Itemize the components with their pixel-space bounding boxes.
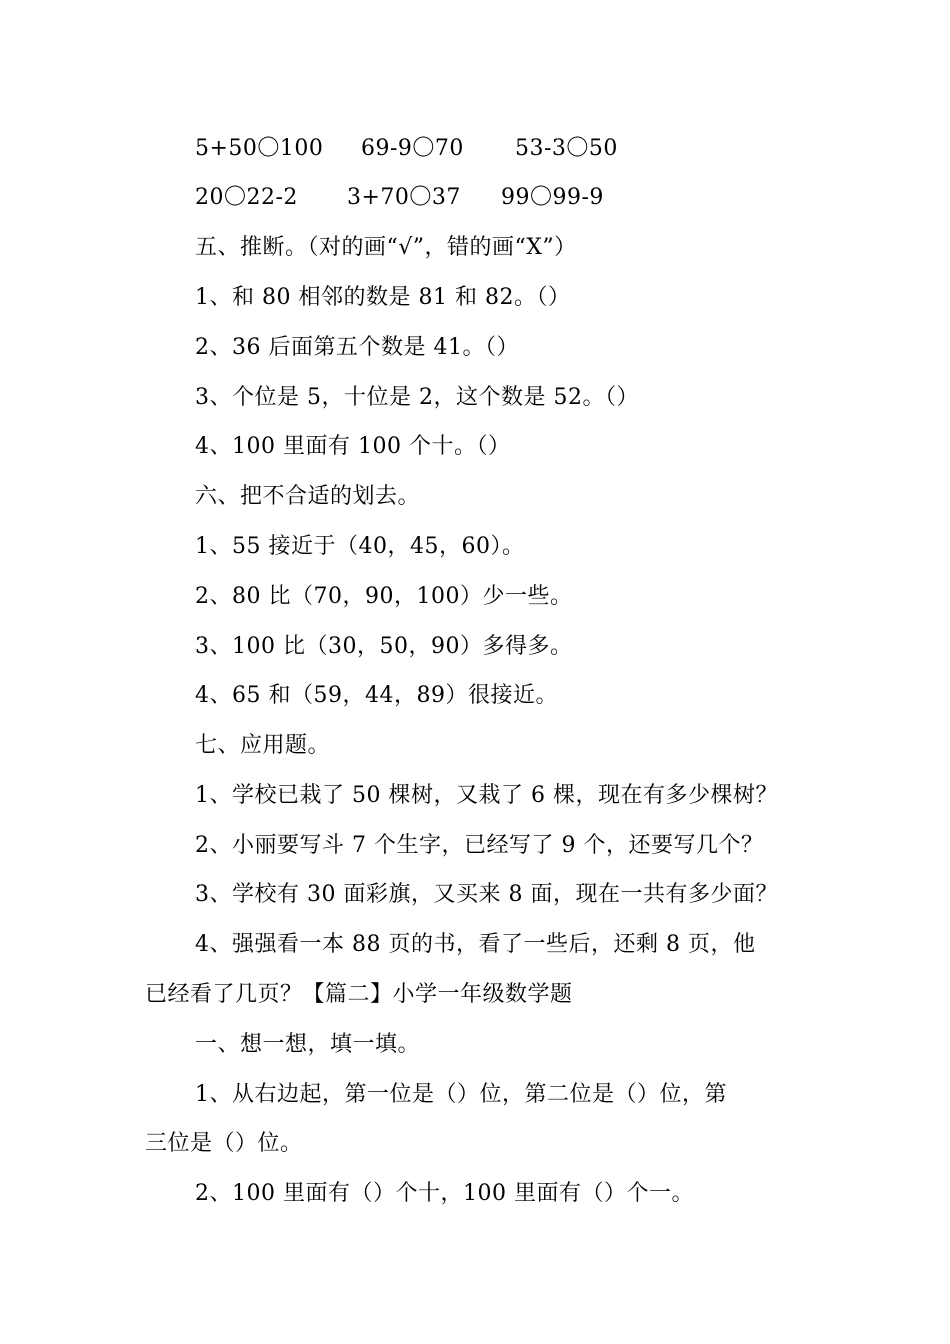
section-7-heading: 七、应用题。 — [195, 733, 331, 758]
comparison-item: 20〇22-2 — [195, 185, 298, 210]
section-6-heading: 六、把不合适的划去。 — [195, 484, 421, 509]
part-2-item-2: 2、100 里面有（）个十，100 里面有（）个一。 — [195, 1181, 694, 1206]
comparison-item: 69-9〇70 — [361, 136, 464, 161]
part-2-item-1-line-2: 三位是（）位。 — [145, 1131, 303, 1156]
comparison-row-2 — [145, 183, 875, 213]
comparison-item: 99〇99-9 — [501, 185, 604, 210]
section-6-item-4: 4、65 和（59，44，89）很接近。 — [195, 683, 558, 708]
comparison-row-1 — [145, 134, 875, 164]
section-5-item-3: 3、个位是 5，十位是 2，这个数是 52。（） — [195, 385, 639, 410]
section-5-item-1: 1、和 80 相邻的数是 81 和 82。（） — [195, 285, 571, 310]
section-5-item-4: 4、100 里面有 100 个十。（） — [195, 434, 511, 459]
section-6-item-1: 1、55 接近于（40，45，60）。 — [195, 534, 525, 559]
comparison-item: 5+50〇100 — [195, 136, 324, 161]
section-6-item-3: 3、100 比（30，50，90）多得多。 — [195, 634, 573, 659]
section-7-item-2: 2、小丽要写斗 7 个生字，已经写了 9 个，还要写几个？ — [195, 833, 764, 858]
section-5-item-2: 2、36 后面第五个数是 41。（） — [195, 335, 519, 360]
comparison-item: 3+70〇37 — [347, 185, 461, 210]
comparison-item: 53-3〇50 — [515, 136, 618, 161]
section-5-heading: 五、推断。（对的画“√”，错的画“X”） — [195, 235, 577, 260]
section-7-item-3: 3、学校有 30 面彩旗，又买来 8 面，现在一共有多少面？ — [195, 882, 778, 907]
section-7-item-4-line-1: 4、强强看一本 88 页的书，看了一些后，还剩 8 页，他 — [195, 932, 756, 957]
section-7-item-1: 1、学校已栽了 50 棵树，又栽了 6 棵，现在有多少棵树？ — [195, 783, 778, 808]
part-2-item-1-line-1: 1、从右边起，第一位是（）位，第二位是（）位，第 — [195, 1082, 727, 1107]
section-6-item-2: 2、80 比（70，90，100）少一些。 — [195, 584, 573, 609]
section-7-item-4-line-2: 已经看了几页？【篇二】小学一年级数学题 — [145, 982, 573, 1007]
part-2-heading: 一、想一想，填一填。 — [195, 1032, 421, 1057]
